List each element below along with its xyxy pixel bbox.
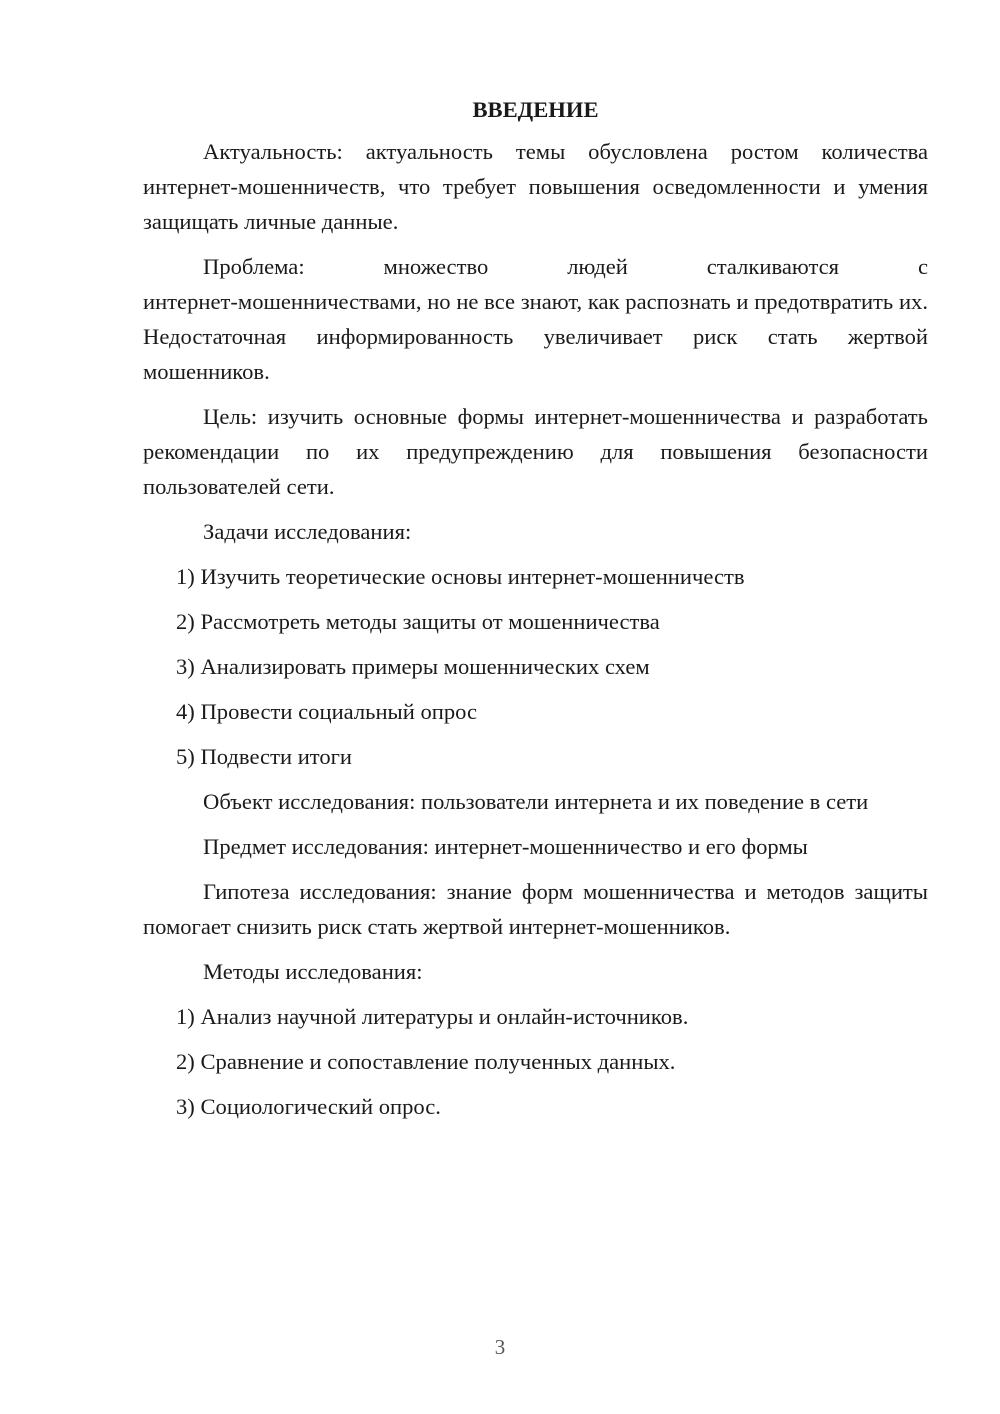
methods-heading: Методы исследования: xyxy=(203,959,423,984)
method-item: 1) Анализ научной литературы и онлайн-источников. xyxy=(176,1004,689,1029)
goal-paragraph: Цель: изучить основные формы интернет-мошенничества и разработать рекомендации по их предупреждению для повышения безопасности пользователей сети. xyxy=(143,404,928,499)
task-item: 4) Провести социальный опрос xyxy=(176,699,478,724)
object-paragraph: Объект исследования: пользователи интернета и их поведение в сети xyxy=(203,789,869,814)
tasks-heading: Задачи исследования: xyxy=(203,519,412,544)
task-item: 1) Изучить теоретические основы интернет-мошенничеств xyxy=(176,564,745,589)
tasks-list xyxy=(143,559,928,774)
problem-paragraph-line1: Проблема: множество людей сталкиваются с xyxy=(203,254,928,279)
task-item: 3) Анализировать примеры мошеннических схем xyxy=(176,654,650,679)
section-title: ВВЕДЕНИЕ xyxy=(472,97,599,122)
method-item: 2) Сравнение и сопоставление полученных данных. xyxy=(176,1049,676,1074)
relevance-paragraph: Актуальность: актуальность темы обусловлена ростом количества интернет-мошенничеств, что требует повышения осведомленности и умения защищать личные данные. xyxy=(143,139,928,234)
page-number: 3 xyxy=(494,1335,506,1359)
problem-paragraph-rest: интернет-мошенничествами, но не все знают, как распознать и предотвратить их. Недостаточная информированность увеличивает риск стать жертвой мошенников. xyxy=(143,289,928,384)
task-item: 2) Рассмотреть методы защиты от мошенничества xyxy=(176,609,660,634)
subject-paragraph: Предмет исследования: интернет-мошенничество и его формы xyxy=(203,834,808,859)
methods-list xyxy=(143,999,928,1124)
document-page xyxy=(143,92,928,1134)
task-item: 5) Подвести итоги xyxy=(176,744,353,769)
method-item: 3) Социологический опрос. xyxy=(176,1094,441,1119)
hypothesis-paragraph: Гипотеза исследования: знание форм мошенничества и методов защиты помогает снизить риск стать жертвой интернет-мошенников. xyxy=(143,879,928,939)
